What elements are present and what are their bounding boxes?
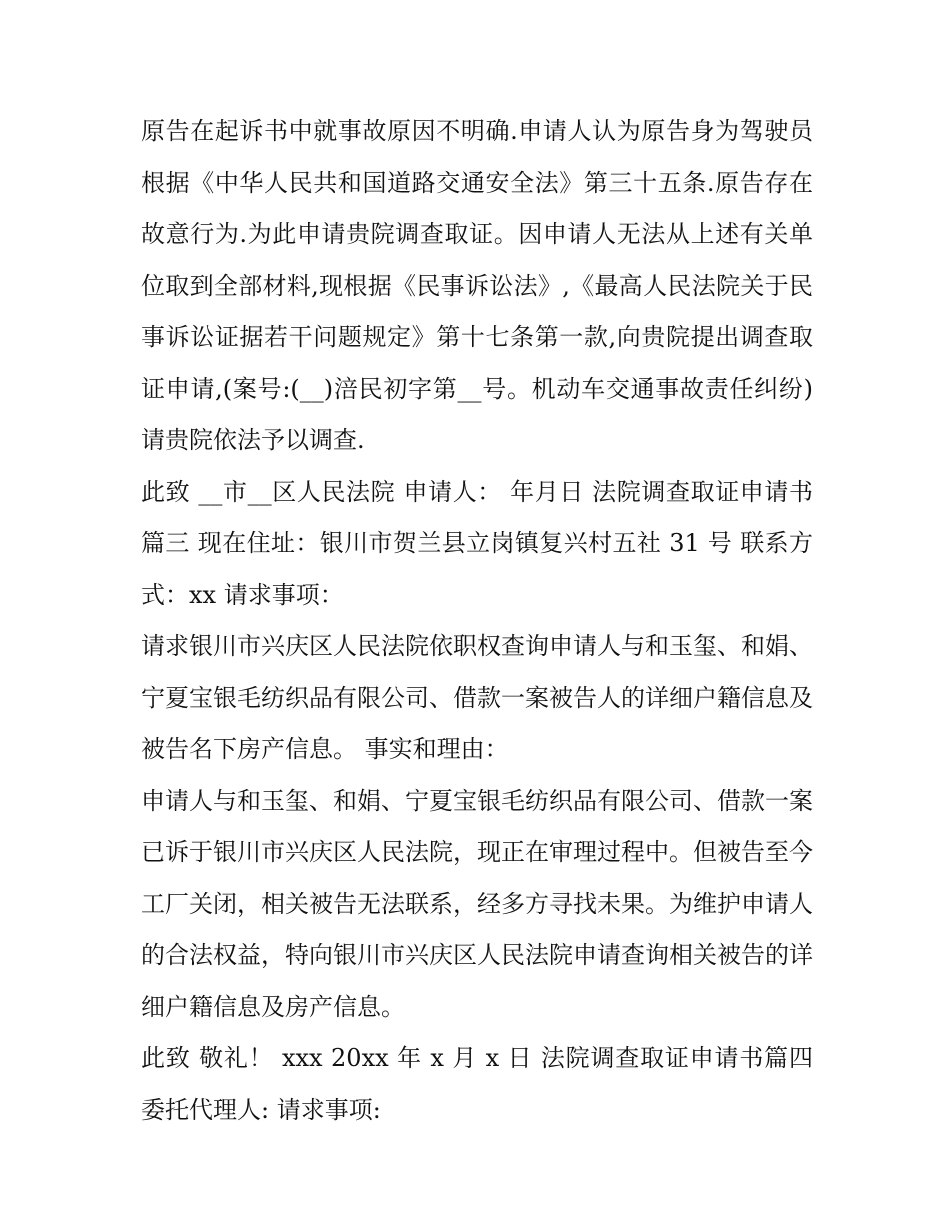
paragraph-request-items: 请求银川市兴庆区人民法院依职权查询申请人与和玉玺、和娟、宁夏宝银毛纺织品有限公司、借款一案被告人的详细户籍信息及被告名下房产信息。 事实和理由： [141, 632, 813, 763]
document-body [141, 106, 813, 1136]
paragraph-facts-and-reasons: 申请人与和玉玺、和娟、宁夏宝银毛纺织品有限公司、借款一案已诉于银川市兴庆区人民法院，现正在审理过程中。但被告至今工厂关闭，相关被告无法联系，经多方寻找未果。为维护申请人的合法权益，特向银川市兴庆区人民法院申请查询相关被告的详细户籍信息及房产信息。 [141, 786, 813, 1021]
paragraph-closing-and-address: 此致 __市__区人民法院 申请人： 年月日 法院调查取证申请书篇三 现在住址：银川市贺兰县立岗镇复兴村五社 31 号 联系方式：xx 请求事项： [141, 477, 813, 609]
paragraph-closing-and-next-section: 此致 敬礼！ xxx 20xx 年 x 月 x 日 法院调查取证申请书篇四 委托代理人: 请求事项: [141, 1044, 813, 1124]
paragraph-case-facts: 原告在起诉书中就事故原因不明确.申请人认为原告身为驾驶员根据《中华人民共和国道路交通安全法》第三十五条.原告存在故意行为.为此申请贵院调查取证。因申请人无法从上述有关单位取到全部材料,现根据《民事诉讼法》,《最高人民法院关于民事诉讼证据若干问题规定》第十七条第一款,向贵院提出调查取证申请,(案号:(__)涪民初字第__号。机动车交通事故责任纠纷)请贵院依法予以调查. [141, 117, 813, 454]
